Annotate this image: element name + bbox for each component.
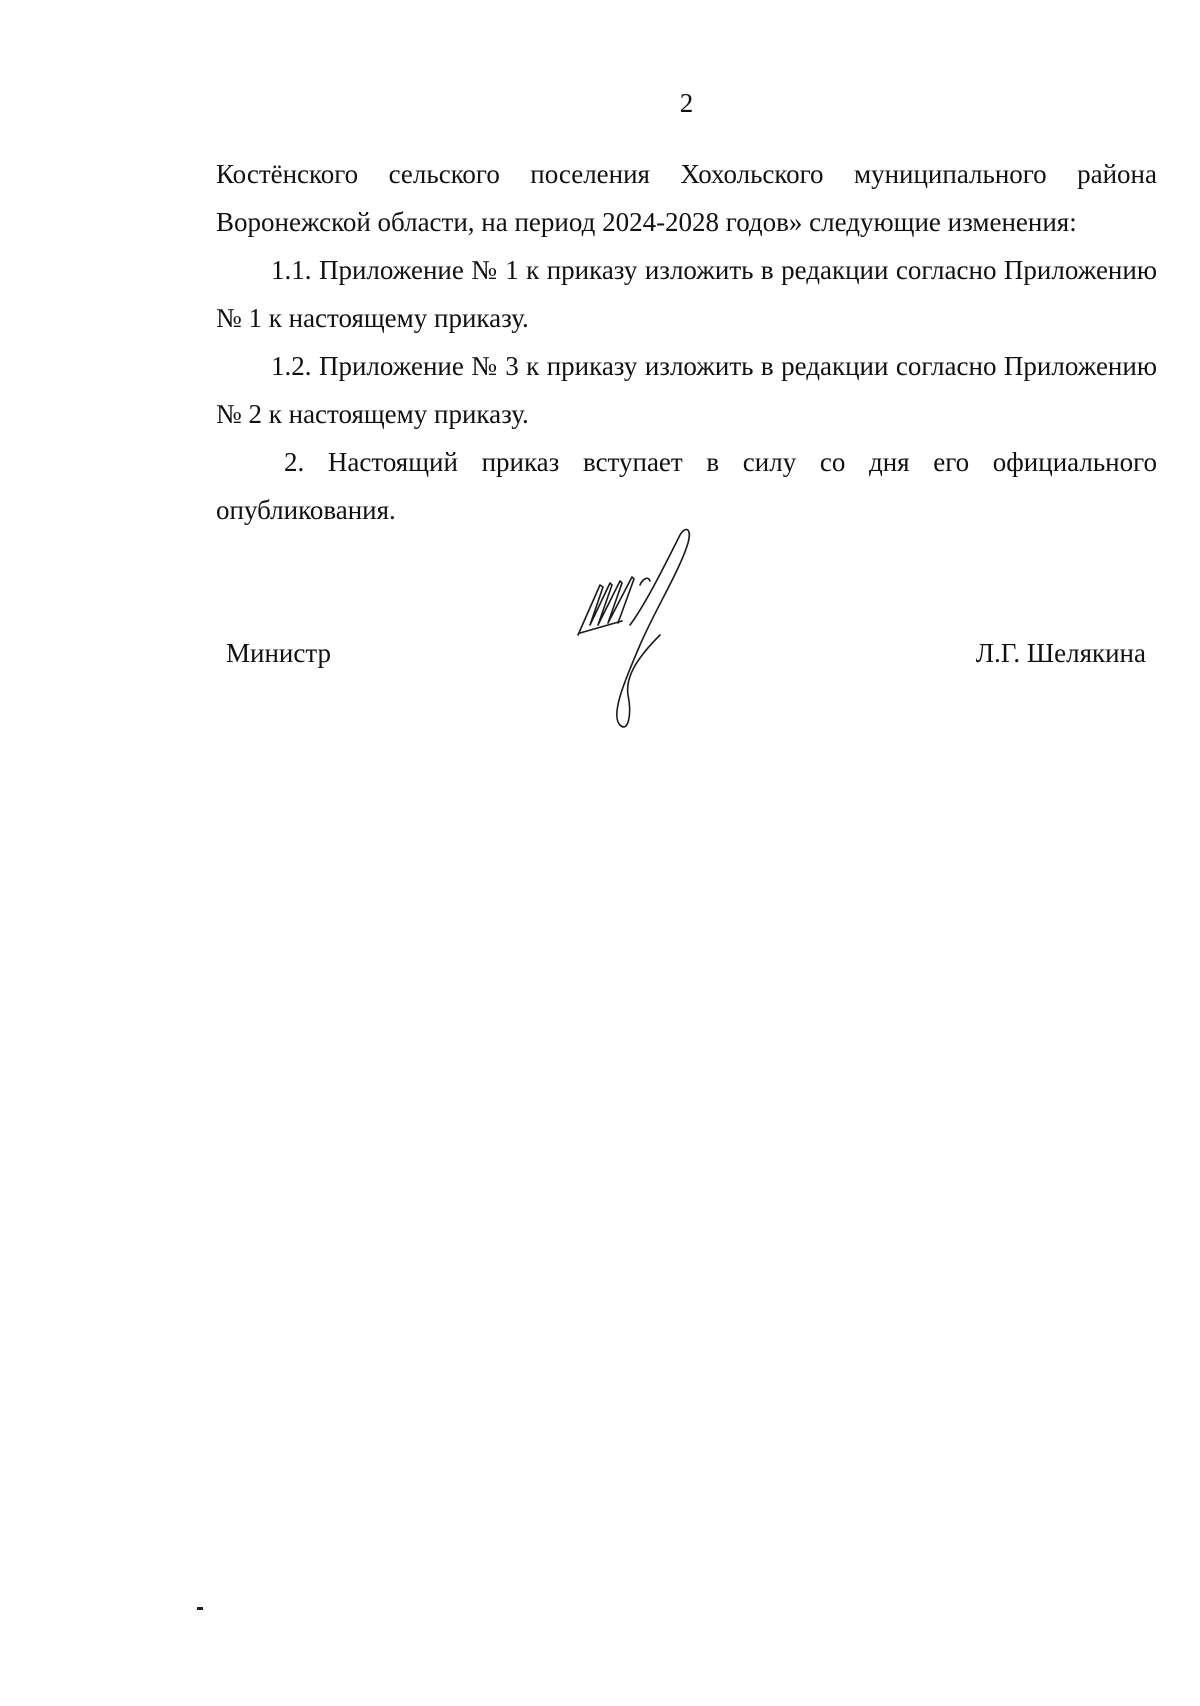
document-body xyxy=(216,150,1157,534)
paragraph-item-1-1: 1.1. Приложение № 1 к приказу изложить в редакции согласно Приложению № 1 к настоящему приказу. xyxy=(216,255,1157,333)
handwritten-signature xyxy=(570,525,710,735)
paragraph-item-2: 2. Настоящий приказ вступает в силу со дня его официального опубликования. xyxy=(216,447,1157,525)
scan-artifact xyxy=(197,1607,203,1610)
signatory-name: Л.Г. Шелякина xyxy=(975,638,1146,668)
page-number: 2 xyxy=(679,88,694,118)
paragraph-item-1-2: 1.2. Приложение № 3 к приказу изложить в редакции согласно Приложению № 2 к настоящему приказу. xyxy=(216,351,1157,429)
signatory-position: Министр xyxy=(226,638,331,668)
signature-block xyxy=(226,638,1146,678)
paragraph-continuation: Костёнского сельского поселения Хохольского муниципального района Воронежской области, на период 2024-2028 годов» следующие изменения: xyxy=(216,159,1157,237)
